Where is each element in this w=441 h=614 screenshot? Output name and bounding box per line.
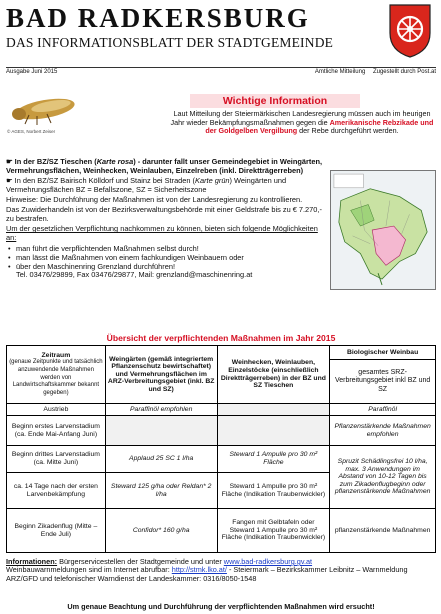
- table-row: [7, 446, 436, 473]
- hint-fine: Das Zuwiderhandeln ist von der Bezirksverwaltungsbehörde mit einer Geldstrafe bis zu € 7.270,- zu bestrafen.: [6, 204, 322, 223]
- table-cell: Spruzit Schädlingsfrei 10 l/ha, max. 3 Anwendungen im Abstand von 10-12 Tagen bis zum Zikadenflugbeginn oder pflanzenstärkende Maßnahmen: [330, 446, 436, 509]
- option-item: • über den Maschinenring Grenzland durchführen!: [6, 263, 330, 272]
- table-title: Übersicht der verpflichtenden Maßnahmen im Jahr 2015: [106, 333, 336, 343]
- table-row: [7, 416, 436, 446]
- table-cell: Austrieb: [7, 404, 106, 416]
- table-cell: Pflanzenstärkende Maßnahmen empfohlen: [330, 416, 436, 446]
- masthead-title: BAD RADKERSBURG: [6, 3, 310, 33]
- notice-heading: Wichtige Information: [190, 94, 360, 108]
- postal-delivery: Zugestellt durch Post.at: [372, 69, 436, 75]
- notice-line-2: der Rebe durchgeführt werden.: [299, 126, 399, 136]
- table-cell: Beginn drittes Larvenstadium (ca. Mitte Juni): [7, 446, 106, 473]
- header-organic: Biologischer Weinbau: [330, 346, 436, 360]
- table-cell: ca. 14 Tage nach der ersten Larvenbekämpfung: [7, 473, 106, 509]
- header-organic-note: gesamtes SRZ-Verbreitungsgebiet inkl BZ und SZ: [330, 360, 436, 404]
- table-cell: [217, 416, 330, 446]
- coat-of-arms-icon: [388, 3, 432, 59]
- footer-line-2: Weinbauwarnmeldungen sind im Internet abrufbar:: [6, 565, 172, 575]
- footer-line-1: Bürgerservicestellen der Stadtgemeinde und unter: [57, 557, 224, 566]
- notice-intro: [168, 110, 436, 136]
- option-item: • man lässt die Maßnahmen von einem fachkundigen Weinbauern oder: [6, 254, 330, 263]
- table-cell: Paraffinöl empfohlen: [105, 404, 217, 416]
- footer-info: [6, 558, 436, 583]
- table-cell: Confidor* 160 g/ha: [105, 509, 217, 553]
- table-cell: Steward 1 Ampulle pro 30 m² Fläche: [217, 446, 330, 473]
- photo-credit: © AGES, Norbert Zeiser: [7, 129, 56, 134]
- body-text: [6, 158, 330, 281]
- zone-tieschen: ☛ In der BZ/SZ Tieschen (Karte rosa) - darunter fallt unser Gemeindegebiet in Weingärten, Vermehrungsflächen, Weinhecken, Weinlauben, Einzelreben (inkl. Direktträgerreben): [6, 157, 323, 175]
- issue-date: Ausgabe Juni 2015: [6, 69, 58, 75]
- notice-line-1: Laut Mitteilung der Steiermärkischen Landesregierung müssen auch im heurigen Jahr wieder Bekämpfungsmaßnahmen gegen die: [170, 109, 431, 127]
- masthead-subtitle: DAS INFORMATIONSBLATT DER STADTGEMEINDE: [6, 35, 334, 50]
- table-cell: pflanzenstärkende Maßnahmen: [330, 509, 436, 553]
- table-cell: Applaud 25 SC 1 l/ha: [105, 446, 217, 473]
- lko-link[interactable]: http://stmk.lko.at/: [171, 565, 227, 575]
- option-item: • man führt die verpflichtenden Maßnahmen selbst durch!: [6, 245, 330, 254]
- table-cell: Steward 1 Ampulle pro 30 m² Fläche (Indikation Traubenwickler): [217, 473, 330, 509]
- measures-table: [6, 345, 436, 553]
- closing-appeal: Um genaue Beachtung und Durchführung der verpflichtenden Maßnahmen wird ersucht!: [67, 602, 375, 611]
- header-hedges: Weinhecken, Weinlauben, Einzelstöcke (einschließlich Direktträgerreben) in der BZ und SZ Tieschen: [217, 346, 330, 404]
- options-intro: Um der gesetzlichen Verpflichtung nachkommen zu können, bieten sich folgende Möglichkeiten an:: [6, 224, 318, 242]
- leafhopper-photo: [7, 87, 79, 127]
- table-cell: Steward 125 g/ha oder Reldan* 2 l/ha: [105, 473, 217, 509]
- masthead: [6, 4, 386, 51]
- contact-line: Tel. 03476/29899, Fax 03476/29877, Mail: grenzland@maschinenring.at: [16, 270, 253, 280]
- zone-map: [330, 170, 436, 290]
- table-cell: [105, 416, 217, 446]
- table-cell: Fangen mit Gelbtafeln oder Steward 1 Ampulle pro 30 m² Fläche (Indikation Traubenwickler): [217, 509, 330, 553]
- table-row: [7, 404, 436, 416]
- table-header-row: [7, 346, 436, 360]
- municipality-link[interactable]: www.bad-radkersburg.gv.at: [223, 557, 313, 566]
- header-period: Zeitraum (genaue Zeitpunkte und tatsächlich anzuwendende Maßnahmen werden von Landwirtschaftskammer bekannt gegeben): [7, 346, 106, 404]
- hint-control: Hinweise: Die Durchführung der Maßnahmen ist von der Landesregierung zu kontrollieren.: [6, 195, 303, 205]
- footer-line-2b: - Steiermark – Bezirkskammer Leibnitz – Warnmeldung ARZ/GFD und telefonischer Warndienst der Landeskammer: 0316/8050-1548: [6, 565, 408, 583]
- table-cell: Beginn Zikadenflug (Mitte – Ende Juli): [7, 509, 106, 553]
- header-vineyards: Weingärten (gemäß integriertem Pflanzenschutz bewirtschaftet) und Vermehrungsflächen im ARZ-Verbreitungsgebiet (inkl. BZ und SZ): [105, 346, 217, 404]
- zone-koelldorf-stainz: ☛ In den BZ/SZ Bairisch Kölldorf und Stainz bei Straden (Karte grün) Weingärten und Vermehrungsflächen BZ = Befallszone, SZ = Sicherheitszone: [6, 176, 287, 194]
- table-row: [7, 509, 436, 553]
- issue-bar: [6, 67, 436, 77]
- footer-label: Informationen:: [6, 557, 58, 566]
- table-cell: Paraffinöl: [330, 404, 436, 416]
- options-list: [6, 245, 330, 271]
- table-cell: Beginn erstes Larvenstadium (ca. Ende Mai-Anfang Juni): [7, 416, 106, 446]
- table-cell: [217, 404, 330, 416]
- notice-pest-names: Amerikanische Rebzikade und der Goldgelben Vergilbung: [205, 117, 434, 136]
- official-notice: Amtliche Mitteilung: [314, 69, 366, 75]
